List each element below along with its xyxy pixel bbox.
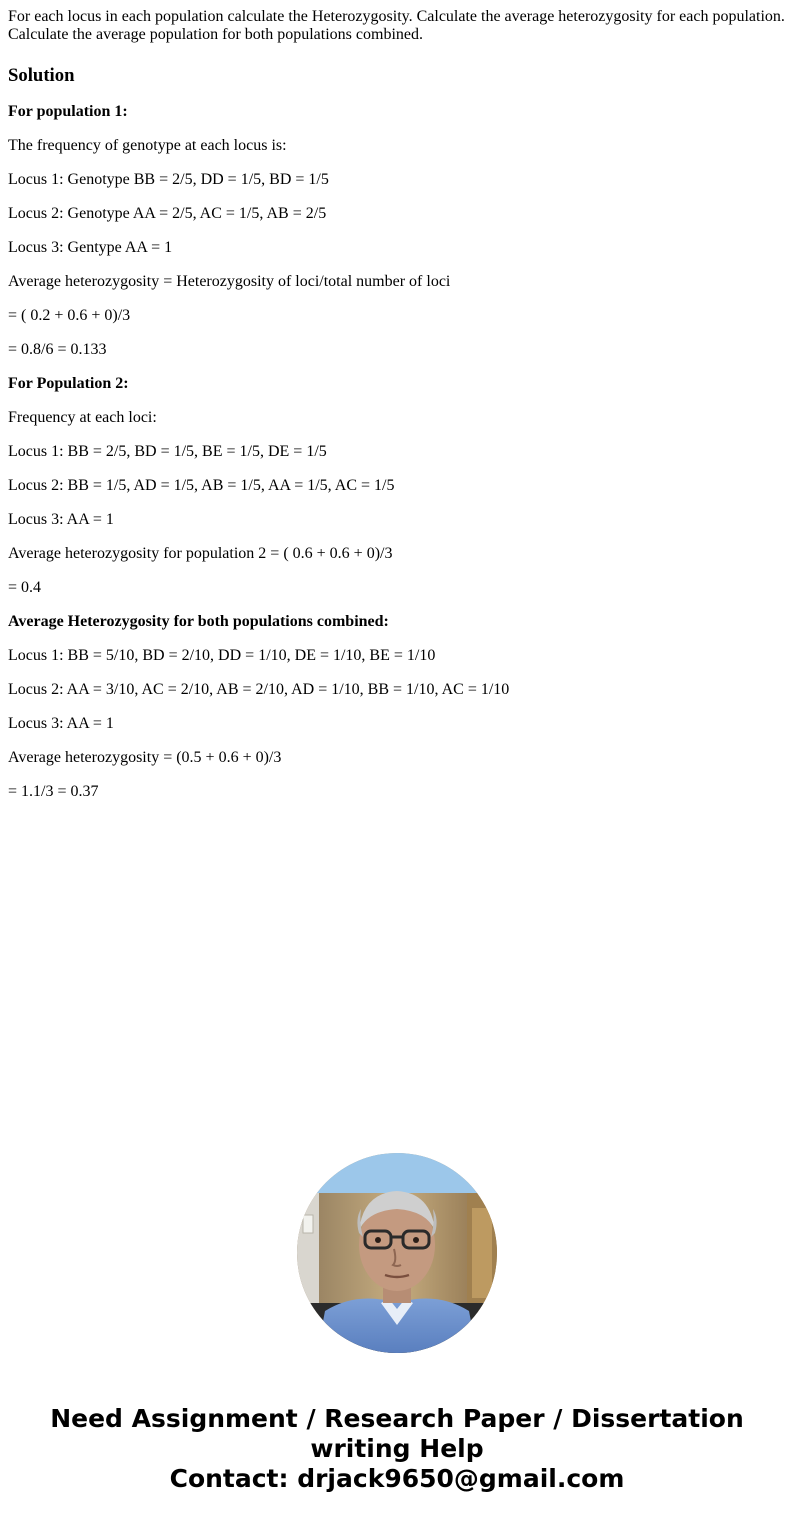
combined-locus2: Locus 2: AA = 3/10, AC = 2/10, AB = 2/10, AD = 1/10, BB = 1/10, AC = 1/10 [8, 681, 510, 698]
solution-heading: Solution [8, 65, 75, 86]
population1-heading: For population 1: [8, 103, 128, 120]
promo-line-2: writing Help [310, 1434, 484, 1463]
solution-document [8, 8, 794, 801]
population2-intro: Frequency at each loci: [8, 409, 157, 426]
population1-locus3: Locus 3: Gentype AA = 1 [8, 239, 173, 256]
population2-calc-step1: = 0.4 [8, 579, 42, 596]
promo-contact-line: Contact: drjack9650@gmail.com [169, 1464, 625, 1493]
author-avatar [297, 1153, 497, 1353]
population2-locus3: Locus 3: AA = 1 [8, 511, 114, 528]
population1-calc-step1: = ( 0.2 + 0.6 + 0)/3 [8, 307, 131, 324]
population1-locus2: Locus 2: Genotype AA = 2/5, AC = 1/5, AB = 2/5 [8, 205, 327, 222]
combined-locus1: Locus 1: BB = 5/10, BD = 2/10, DD = 1/10, DE = 1/10, BE = 1/10 [8, 647, 436, 664]
population2-heading: For Population 2: [8, 375, 129, 392]
combined-locus3: Locus 3: AA = 1 [8, 715, 114, 732]
author-portrait-icon [297, 1153, 497, 1353]
population2-locus2: Locus 2: BB = 1/5, AD = 1/5, AB = 1/5, AA = 1/5, AC = 1/5 [8, 477, 395, 494]
promo-footer [0, 1404, 794, 1494]
population1-intro: The frequency of genotype at each locus is: [8, 137, 287, 154]
combined-calc-step1: = 1.1/3 = 0.37 [8, 783, 99, 800]
population2-average-label: Average heterozygosity for population 2 = ( 0.6 + 0.6 + 0)/3 [8, 545, 393, 562]
population2-locus1: Locus 1: BB = 2/5, BD = 1/5, BE = 1/5, DE = 1/5 [8, 443, 327, 460]
question-text: For each locus in each population calculate the Heterozygosity. Calculate the average heterozygosity for each population. Calculate the average population for both populations combined. [8, 8, 785, 43]
population1-average-label: Average heterozygosity = Heterozygosity of loci/total number of loci [8, 273, 451, 290]
combined-average-label: Average heterozygosity = (0.5 + 0.6 + 0)/3 [8, 749, 282, 766]
population1-calc-step2: = 0.8/6 = 0.133 [8, 341, 107, 358]
population1-locus1: Locus 1: Genotype BB = 2/5, DD = 1/5, BD = 1/5 [8, 171, 329, 188]
combined-heading: Average Heterozygosity for both populations combined: [8, 613, 389, 630]
promo-line-1: Need Assignment / Research Paper / Dissertation [50, 1404, 744, 1433]
